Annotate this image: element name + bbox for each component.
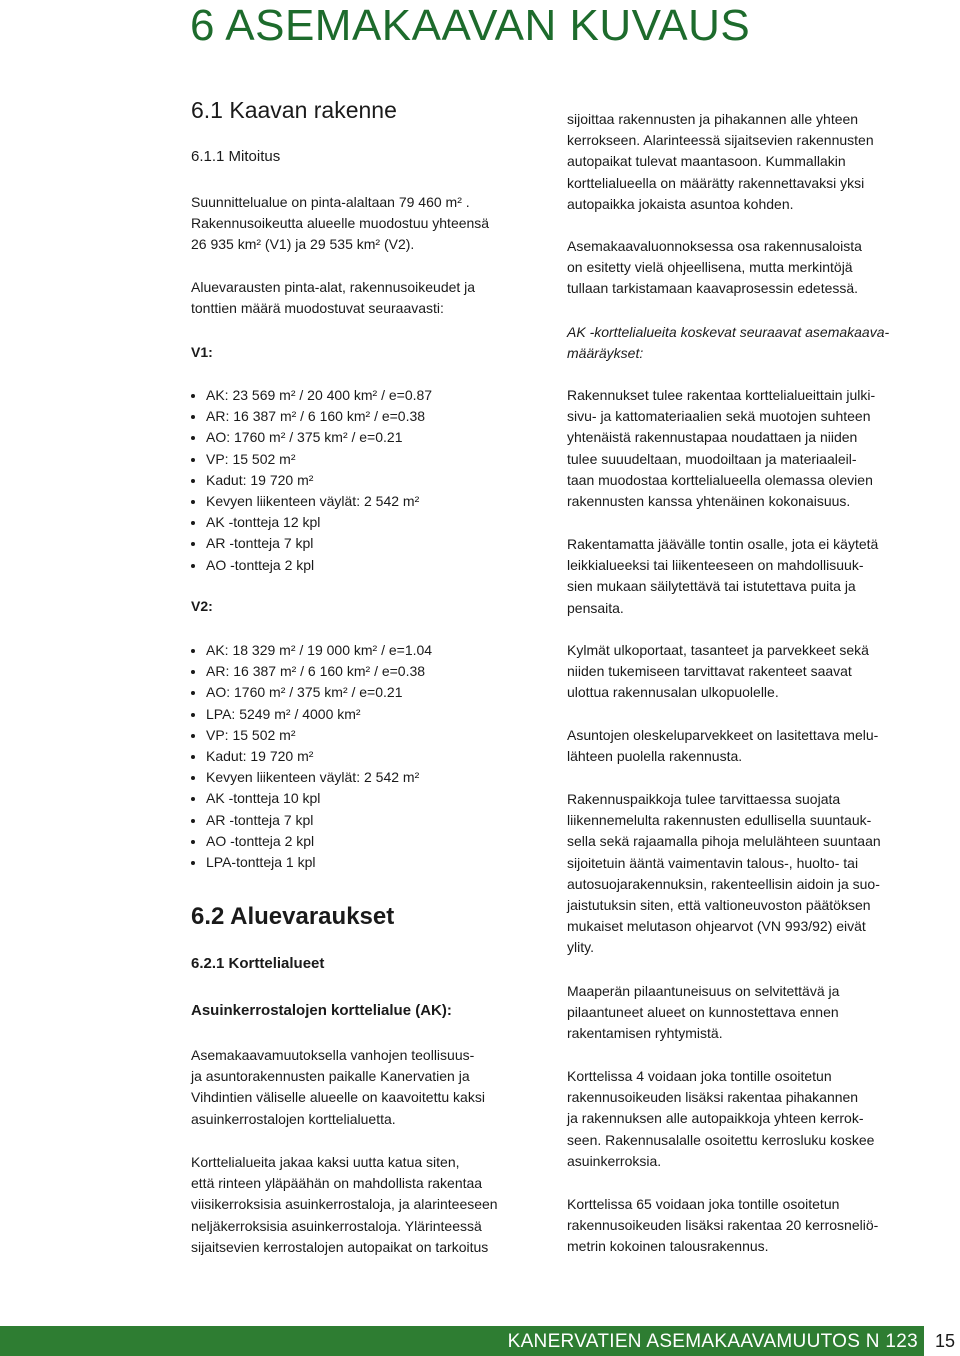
text-line: lähteen puolella rakennusta. bbox=[567, 748, 743, 765]
list-item: AK -tontteja 12 kpl bbox=[191, 512, 432, 533]
ak-paragraph-1 bbox=[191, 1045, 485, 1130]
text-line: sijaitsevien kerrostalojen autopaikat on tarkoitus bbox=[191, 1238, 489, 1255]
intro-paragraph bbox=[191, 192, 489, 256]
text-line: leikkialueeksi tai liikenteeseen on mahdollisuuk- bbox=[567, 557, 864, 574]
ak-regulations-heading bbox=[567, 322, 889, 364]
page-number: 15 bbox=[934, 1331, 956, 1351]
text-line: tulee suuudeltaan, muodoiltaan ja materiaaleil- bbox=[567, 450, 857, 467]
text-line: pensaita. bbox=[567, 599, 624, 616]
text-line: on esitetty vielä ohjeellisena, mutta merkintöjä bbox=[567, 259, 853, 276]
right-paragraph-10 bbox=[567, 1066, 874, 1172]
text-line: ja asuntorakennusten paikalle Kanervatien ja bbox=[191, 1068, 470, 1085]
list-item: AR -tontteja 7 kpl bbox=[191, 533, 432, 554]
list-item: VP: 15 502 m² bbox=[191, 725, 432, 746]
text-line: sella sekä rajaamalla pihoja melulähteen suuntaan bbox=[567, 833, 881, 850]
list-item: AO: 1760 m² / 375 km² / e=0.21 bbox=[191, 682, 432, 703]
text-line: Rakennukset tulee rakentaa korttelialueittain julki- bbox=[567, 387, 876, 403]
text-line: Rakentamatta jäävälle tontin osalle, jota ei käytetä bbox=[567, 536, 879, 552]
text-line: Rakennusoikeutta alueelle muodostuu yhteensä bbox=[191, 215, 490, 232]
text-line: pilaantuneet alueet on kunnostettava ennen bbox=[567, 1004, 839, 1021]
v1-label: V1: bbox=[191, 344, 213, 360]
list-item: VP: 15 502 m² bbox=[191, 449, 432, 470]
text-line: sijoitetuin ääntä vaimentavin talous-, huolto- tai bbox=[567, 854, 859, 871]
text-line: autopaikka jokaista asuntoa kohden. bbox=[567, 195, 794, 212]
text-line: metrin kokoinen talousrakennus. bbox=[567, 1238, 769, 1255]
text-line: asuinkerroksia. bbox=[567, 1152, 662, 1169]
subsection-heading-6-1-1: 6.1.1 Mitoitus bbox=[191, 148, 281, 165]
text-line: autopaikat tulevat maantasoon. Kummallakin bbox=[567, 153, 846, 170]
list-item: AK -tontteja 10 kpl bbox=[191, 788, 432, 809]
text-line: tonttien määrä muodostuvat seuraavasti: bbox=[191, 300, 444, 317]
list-item: AR: 16 387 m² / 6 160 km² / e=0.38 bbox=[191, 406, 432, 427]
list-item: AK: 23 569 m² / 20 400 km² / e=0.87 bbox=[191, 385, 432, 406]
ak-heading: Asuinkerrostalojen korttelialue (AK): bbox=[191, 1002, 452, 1019]
list-item: AR: 16 387 m² / 6 160 km² / e=0.38 bbox=[191, 661, 432, 682]
list-item: AO -tontteja 2 kpl bbox=[191, 555, 432, 576]
text-line: kerrokseen. Alarinteessä sijaitsevien rakennusten bbox=[567, 132, 874, 149]
list-item: Kevyen liikenteen väylät: 2 542 m² bbox=[191, 491, 432, 512]
text-line: sijoittaa rakennusten ja pihakannen alle yhteen bbox=[567, 111, 859, 127]
list-item: AK: 18 329 m² / 19 000 km² / e=1.04 bbox=[191, 640, 432, 661]
text-line: Maaperän pilaantuneisuus on selvitettävä ja bbox=[567, 983, 840, 999]
list-item: AR -tontteja 7 kpl bbox=[191, 810, 432, 831]
text-line: Vihdintien väliselle alueelle on kaavoitettu kaksi bbox=[191, 1089, 485, 1106]
list-item: Kadut: 19 720 m² bbox=[191, 746, 432, 767]
text-line: yhtenäistä rakennustapaa noudattaen ja niiden bbox=[567, 429, 858, 446]
list-item: Kadut: 19 720 m² bbox=[191, 470, 432, 491]
text-line: taan muodostaa korttelialueella olemassa olevien bbox=[567, 471, 873, 488]
v2-list bbox=[191, 640, 432, 873]
text-line: seen. Rakennusalalle osoitettu kerrosluku koskee bbox=[567, 1131, 875, 1148]
list-item: LPA-tontteja 1 kpl bbox=[191, 852, 432, 873]
right-paragraph-4 bbox=[567, 385, 875, 512]
text-line: asuinkerrostalojen korttelialuetta. bbox=[191, 1110, 396, 1127]
text-line: Asemakaavaluonnoksessa osa rakennusaloista bbox=[567, 238, 862, 254]
text-line: liikennemelulta rakennusten edullisella suuntauk- bbox=[567, 812, 872, 829]
text-line: ylity. bbox=[567, 939, 594, 956]
text-line: tullaan tarkistamaan kaavaprosessin edetessä. bbox=[567, 280, 859, 297]
chapter-title: 6 ASEMAKAAVAN KUVAUS bbox=[190, 1, 751, 50]
text-line: rakennusoikeuden lisäksi rakentaa 20 kerrosneliö- bbox=[567, 1217, 879, 1234]
text-line: sivu- ja kattomateriaalien sekä muotojen suhteen bbox=[567, 408, 871, 425]
list-item: LPA: 5249 m² / 4000 km² bbox=[191, 704, 432, 725]
text-line: rakennusten kanssa yhtenäinen kokonaisuus. bbox=[567, 493, 851, 510]
text-line: rakennusoikeuden lisäksi rakentaa pihakannen bbox=[567, 1089, 859, 1106]
text-line: että rinteen yläpäähän on mahdollista rakentaa bbox=[191, 1175, 483, 1192]
right-paragraph-1 bbox=[567, 109, 874, 215]
section-heading-6-1: 6.1 Kaavan rakenne bbox=[191, 97, 397, 123]
right-paragraph-2 bbox=[567, 236, 862, 300]
v2-label: V2: bbox=[191, 598, 213, 614]
text-line: Korttelialueita jakaa kaksi uutta katua siten, bbox=[191, 1154, 460, 1170]
text-line: Asuntojen oleskeluparvekkeet on lasitettava melu- bbox=[567, 727, 879, 743]
text-line: jaistutuksin siten, että valtioneuvoston päätöksen bbox=[567, 897, 871, 914]
text-line: korttelialueella on määrätty rakennettavaksi yksi bbox=[567, 174, 865, 191]
text-line: Kylmät ulkoportaat, tasanteet ja parvekkeet sekä bbox=[567, 642, 869, 658]
right-paragraph-8 bbox=[567, 789, 881, 959]
text-line: Korttelissa 65 voidaan joka tontille osoitetun bbox=[567, 1196, 840, 1212]
list-item: Kevyen liikenteen väylät: 2 542 m² bbox=[191, 767, 432, 788]
text-line: Rakennuspaikkoja tulee tarvittaessa suojata bbox=[567, 791, 841, 807]
right-paragraph-5 bbox=[567, 534, 878, 619]
ak-paragraph-2 bbox=[191, 1152, 498, 1258]
right-paragraph-9 bbox=[567, 981, 839, 1045]
text-line: määräykset: bbox=[567, 345, 644, 362]
text-line: mukaiset melutason ohjearvot (VN 993/92) eivät bbox=[567, 918, 866, 935]
text-line: 26 935 km² (V1) ja 29 535 km² (V2). bbox=[191, 236, 415, 253]
text-line: sien mukaan säilytettävä tai istutettava puita ja bbox=[567, 578, 856, 595]
section-heading-6-2: 6.2 Aluevaraukset bbox=[191, 903, 395, 930]
intro2-paragraph bbox=[191, 277, 475, 319]
text-line: AK -korttelialueita koskevat seuraavat asemakaava- bbox=[567, 324, 890, 340]
text-line: viisikerroksisia asuinkerrostaloja, ja alarinteeseen bbox=[191, 1196, 498, 1213]
subsection-heading-6-2-1: 6.2.1 Korttelialueet bbox=[191, 955, 325, 972]
text-line: ulottua rakennusalan ulkopuolelle. bbox=[567, 684, 779, 701]
text-line: Asemakaavamuutoksella vanhojen teollisuus- bbox=[191, 1047, 475, 1063]
right-paragraph-7 bbox=[567, 725, 878, 767]
right-paragraph-6 bbox=[567, 640, 869, 704]
v1-list bbox=[191, 385, 432, 576]
text-line: autosuojarakennuksin, rakenteellisin aidoin ja suo- bbox=[567, 875, 880, 892]
list-item: AO -tontteja 2 kpl bbox=[191, 831, 432, 852]
text-line: neljäkerroksisia asuinkerrostaloja. Ylärinteessä bbox=[191, 1217, 482, 1234]
text-line: Korttelissa 4 voidaan joka tontille osoitetun bbox=[567, 1068, 832, 1084]
list-item: AO: 1760 m² / 375 km² / e=0.21 bbox=[191, 427, 432, 448]
text-line: niiden tukemiseen tarvittavat rakenteet saavat bbox=[567, 663, 852, 680]
text-line: Aluevarausten pinta-alat, rakennusoikeudet ja bbox=[191, 279, 476, 295]
right-paragraph-11 bbox=[567, 1194, 878, 1258]
text-line: rakentamisen ryhtymistä. bbox=[567, 1025, 723, 1042]
footer-publication-title: KANERVATIEN ASEMAKAAVAMUUTOS N 123 bbox=[507, 1331, 918, 1352]
text-line: Suunnittelualue on pinta-alaltaan 79 460 m² . bbox=[191, 194, 470, 210]
text-line: ja rakennuksen alle autopaikkoja yhteen kerrok- bbox=[567, 1110, 864, 1127]
